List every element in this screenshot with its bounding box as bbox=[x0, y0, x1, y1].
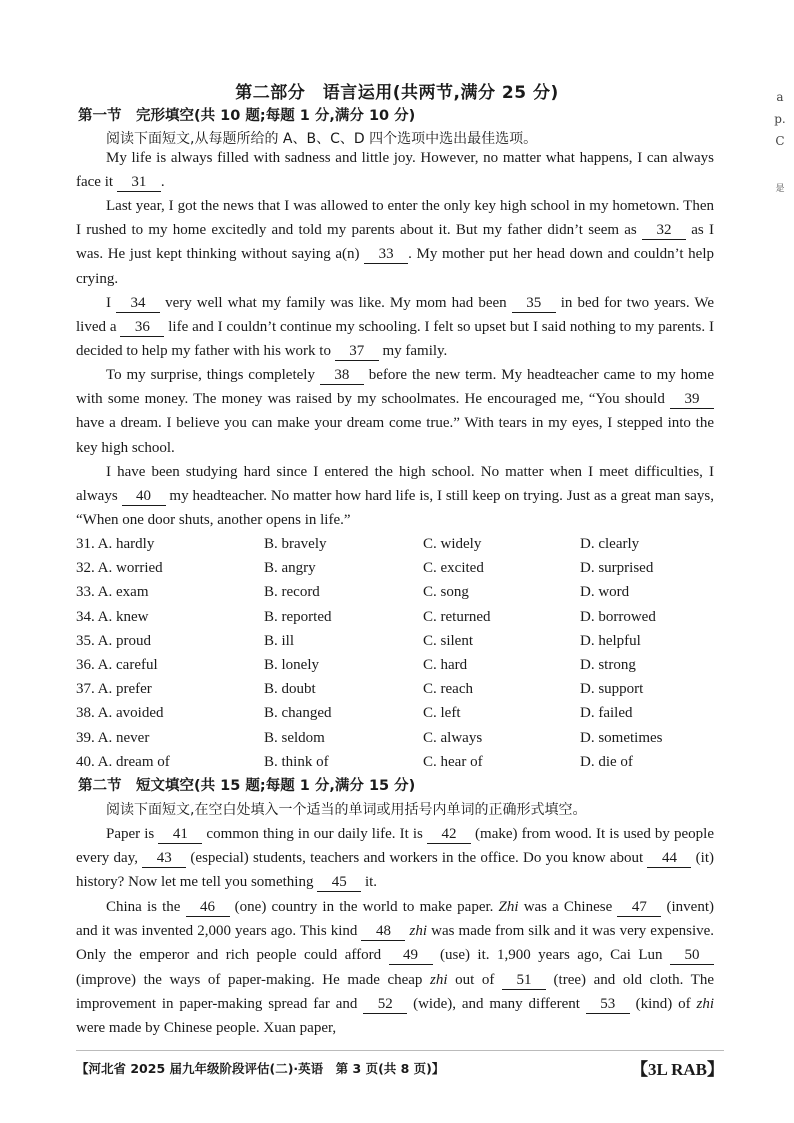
blank-46: 46 bbox=[186, 899, 230, 917]
margin-mark: C bbox=[775, 134, 785, 148]
margin-mark: p. bbox=[774, 112, 786, 126]
option-row bbox=[76, 629, 716, 653]
blank-37: 37 bbox=[335, 343, 379, 361]
option-row bbox=[76, 677, 716, 701]
option-c: C. reach bbox=[423, 681, 473, 698]
option-row bbox=[76, 580, 716, 604]
option-a: 31. A. hardly bbox=[76, 536, 155, 552]
blank-50: 50 bbox=[670, 947, 714, 965]
blank-52: 52 bbox=[363, 996, 407, 1014]
option-b: B. changed bbox=[264, 705, 332, 722]
margin-mark: a bbox=[776, 90, 784, 104]
option-b: B. angry bbox=[264, 560, 316, 577]
option-b: B. ill bbox=[264, 632, 295, 649]
section2-title: 第二节 短文填空(共 15 题;每题 1 分,满分 15 分) bbox=[78, 778, 416, 794]
option-d: D. die of bbox=[580, 753, 633, 770]
option-b: B. lonely bbox=[264, 656, 319, 673]
option-a: 39. A. never bbox=[76, 729, 150, 746]
option-d: D. borrowed bbox=[580, 608, 656, 625]
section1-title: 第一节 完形填空(共 10 题;每题 1 分,满分 10 分) bbox=[78, 108, 416, 124]
option-b: B. record bbox=[264, 584, 320, 601]
option-b: B. doubt bbox=[264, 681, 316, 698]
option-row bbox=[76, 750, 716, 774]
option-row bbox=[76, 605, 716, 629]
option-a: 37. A. prefer bbox=[76, 681, 152, 698]
part-title: 第二部分 语言运用(共两节,满分 25 分) bbox=[235, 83, 559, 103]
option-d: D. strong bbox=[580, 656, 636, 673]
option-a: 38. A. avoided bbox=[76, 705, 164, 722]
italic-word: zhi bbox=[696, 995, 714, 1012]
passage1-paragraph: To my surprise, things completely 38 before the new term. My headteacher came to my home with some money. The money was raised by my schoolmates. He encouraged me, “You should 39 have a dream. I believe you can make your dream come true.” With tears in my eyes, I stepped into the key high school. bbox=[76, 367, 714, 456]
passage1-paragraph: I have been studying hard since I entered the high school. No matter when I meet difficulties, I always 40 my headteacher. No matter how hard life is, I still keep on trying. Just as a great man says, “When one door shuts, another opens in life.” bbox=[76, 464, 714, 529]
blank-44: 44 bbox=[647, 850, 691, 868]
italic-word: zhi bbox=[430, 971, 448, 988]
blank-41: 41 bbox=[158, 826, 202, 844]
option-a: 32. A. worried bbox=[76, 560, 163, 577]
blank-47: 47 bbox=[617, 899, 661, 917]
option-c: C. widely bbox=[423, 536, 482, 552]
option-a: 40. A. dream of bbox=[76, 753, 170, 770]
passage1-paragraph: I 34 very well what my family was like. My mom had been 35 in bed for two years. We lived a 36 life and I couldn’t continue my schooling. I felt so upset but I said nothing to my parents. I decided to help my father with his work to 37 my family. bbox=[76, 295, 714, 360]
blank-33: 33 bbox=[364, 246, 408, 264]
option-c: C. silent bbox=[423, 632, 474, 649]
footer-text: 【河北省 2025 届九年级阶段评估(二)·英语 第 3 页(共 8 页)】 bbox=[76, 1061, 445, 1076]
passage2-paragraph: Paper is 41 common thing in our daily life. It is 42 (make) from wood. It is used by people every day, 43 (especial) students, teachers and workers in the office. Do you know about 44 (it) history? Now let me tell you something 45 it. bbox=[76, 826, 714, 891]
footer-rule bbox=[76, 1050, 724, 1051]
option-a: 35. A. proud bbox=[76, 632, 151, 649]
margin-marks bbox=[770, 86, 790, 200]
option-b: B. seldom bbox=[264, 729, 325, 746]
blank-45: 45 bbox=[317, 874, 361, 892]
option-c: C. left bbox=[423, 705, 461, 722]
option-a: 33. A. exam bbox=[76, 584, 149, 601]
option-c: C. hard bbox=[423, 656, 468, 673]
passage2-paragraph: China is the 46 (one) country in the world to make paper. Zhi was a Chinese 47 (invent) and it was invented 2,000 years ago. This kind 48 zhi was made from silk and it was very expensive. Only the emperor and rich people could afford 49 (use) it. 1,900 years ago, Cai Lun 50 (improve) the ways of paper-making. He made cheap zhi out of 51 (tree) and old cloth. The improvement in paper-making spread far and 52 (wide), and many different 53 (kind) of zhi were made by Chinese people. Xuan paper, bbox=[76, 899, 715, 1037]
passage1-paragraph: My life is always filled with sadness and little joy. However, no matter what happens, I can always face it 31 . bbox=[76, 150, 714, 191]
italic-word: zhi bbox=[409, 923, 428, 940]
margin-mark: 是 bbox=[775, 184, 785, 194]
blank-40: 40 bbox=[122, 488, 166, 506]
option-c: C. excited bbox=[423, 560, 484, 577]
option-c: C. song bbox=[423, 584, 469, 601]
blank-49: 49 bbox=[389, 947, 433, 965]
option-a: 34. A. knew bbox=[76, 608, 149, 625]
blank-48: 48 bbox=[361, 923, 405, 941]
option-row bbox=[76, 726, 716, 750]
blank-36: 36 bbox=[120, 319, 164, 337]
cloze-options bbox=[76, 532, 716, 774]
blank-51: 51 bbox=[502, 972, 546, 990]
option-row bbox=[76, 653, 716, 677]
option-d: D. clearly bbox=[580, 536, 640, 552]
blank-34: 34 bbox=[116, 295, 160, 313]
option-c: C. hear of bbox=[423, 753, 483, 770]
option-c: C. always bbox=[423, 729, 483, 746]
italic-word: Zhi bbox=[498, 899, 519, 915]
option-b: B. bravely bbox=[264, 536, 327, 552]
passage1-paragraph: Last year, I got the news that I was allowed to enter the only key high school in my hometown. Then I rushed to my home excitedly and told my parents about it. But my father didn’t seem as 32 as I was. He just kept thinking without saying a(n) 33 . My mother put her head down and couldn’t help crying. bbox=[76, 198, 714, 287]
option-row bbox=[76, 556, 716, 580]
option-d: D. sometimes bbox=[580, 729, 663, 746]
option-d: D. support bbox=[580, 681, 644, 698]
option-row bbox=[76, 532, 716, 556]
option-d: D. helpful bbox=[580, 632, 641, 649]
blank-42: 42 bbox=[427, 826, 471, 844]
blank-39: 39 bbox=[670, 391, 714, 409]
option-d: D. word bbox=[580, 584, 630, 601]
blank-43: 43 bbox=[142, 850, 186, 868]
footer-code: 【3L RAB】 bbox=[630, 1060, 724, 1079]
blank-32: 32 bbox=[642, 222, 686, 240]
blank-38: 38 bbox=[320, 367, 364, 385]
option-b: B. reported bbox=[264, 608, 332, 625]
option-b: B. think of bbox=[264, 753, 329, 770]
section2-instruction: 阅读下面短文,在空白处填入一个适当的单词或用括号内单词的正确形式填空。 bbox=[106, 802, 587, 818]
section1-instruction: 阅读下面短文,从每题所给的 A、B、C、D 四个选项中选出最佳选项。 bbox=[106, 131, 538, 147]
blank-35: 35 bbox=[512, 295, 556, 313]
option-d: D. surprised bbox=[580, 560, 654, 577]
option-a: 36. A. careful bbox=[76, 656, 158, 673]
option-c: C. returned bbox=[423, 608, 491, 625]
blank-53: 53 bbox=[586, 996, 630, 1014]
blank-31: 31 bbox=[117, 174, 161, 192]
option-d: D. failed bbox=[580, 705, 633, 722]
option-row bbox=[76, 701, 716, 725]
page-footer bbox=[76, 1055, 724, 1079]
